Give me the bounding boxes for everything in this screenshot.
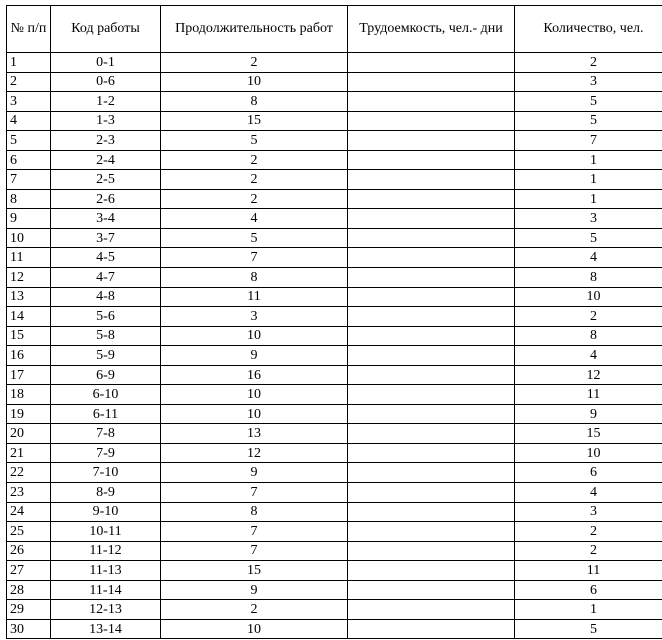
cell-labor [348,424,515,444]
cell-num: 27 [7,561,51,581]
cell-num: 14 [7,307,51,327]
cell-labor [348,287,515,307]
cell-num: 6 [7,150,51,170]
cell-labor [348,268,515,288]
cell-labor [348,522,515,542]
cell-count: 15 [515,424,662,444]
cell-duration: 2 [161,53,348,73]
header-num: № п/п [7,6,51,53]
cell-count: 11 [515,385,662,405]
cell-labor [348,326,515,346]
cell-num: 4 [7,111,51,131]
cell-code: 1-2 [51,92,161,112]
table-row [7,326,662,346]
cell-num: 7 [7,170,51,190]
cell-code: 6-11 [51,404,161,424]
cell-count: 4 [515,346,662,366]
header-code: Код работы [51,6,161,53]
cell-count: 6 [515,463,662,483]
cell-labor [348,404,515,424]
cell-num: 1 [7,53,51,73]
cell-code: 3-4 [51,209,161,229]
cell-labor [348,580,515,600]
cell-count: 10 [515,443,662,463]
cell-labor [348,600,515,620]
cell-duration: 8 [161,502,348,522]
table-row [7,541,662,561]
cell-duration: 16 [161,365,348,385]
table-row [7,619,662,639]
cell-duration: 9 [161,463,348,483]
cell-num: 10 [7,228,51,248]
table-row [7,580,662,600]
cell-count: 8 [515,268,662,288]
table-row [7,111,662,131]
table-row [7,365,662,385]
cell-num: 8 [7,189,51,209]
cell-code: 7-9 [51,443,161,463]
table-row [7,522,662,542]
table-row [7,561,662,581]
table-row [7,268,662,288]
cell-num: 11 [7,248,51,268]
cell-num: 23 [7,483,51,503]
cell-count: 4 [515,483,662,503]
cell-duration: 8 [161,92,348,112]
table-row [7,150,662,170]
table-row [7,424,662,444]
cell-duration: 7 [161,248,348,268]
works-table [6,5,662,639]
table-row [7,228,662,248]
table-row [7,287,662,307]
header-row [7,6,662,53]
cell-duration: 2 [161,189,348,209]
cell-code: 2-3 [51,131,161,151]
cell-count: 5 [515,92,662,112]
cell-count: 11 [515,561,662,581]
cell-duration: 5 [161,228,348,248]
cell-labor [348,189,515,209]
cell-code: 5-8 [51,326,161,346]
cell-duration: 10 [161,72,348,92]
cell-num: 26 [7,541,51,561]
table-row [7,307,662,327]
cell-labor [348,346,515,366]
cell-code: 9-10 [51,502,161,522]
cell-labor [348,209,515,229]
cell-count: 5 [515,619,662,639]
cell-count: 5 [515,228,662,248]
cell-count: 6 [515,580,662,600]
cell-code: 7-10 [51,463,161,483]
cell-code: 10-11 [51,522,161,542]
cell-duration: 5 [161,131,348,151]
table-row [7,600,662,620]
cell-code: 4-8 [51,287,161,307]
header-labor: Трудоемкость, чел.- дни [348,6,515,53]
cell-labor [348,463,515,483]
cell-code: 0-6 [51,72,161,92]
table-row [7,463,662,483]
cell-duration: 7 [161,522,348,542]
table-row [7,502,662,522]
cell-duration: 12 [161,443,348,463]
cell-duration: 9 [161,580,348,600]
cell-count: 1 [515,150,662,170]
cell-count: 12 [515,365,662,385]
table-body [7,53,662,639]
cell-duration: 7 [161,541,348,561]
cell-duration: 10 [161,619,348,639]
cell-labor [348,72,515,92]
cell-code: 11-14 [51,580,161,600]
table-row [7,72,662,92]
cell-duration: 9 [161,346,348,366]
table-row [7,443,662,463]
cell-code: 2-5 [51,170,161,190]
cell-num: 30 [7,619,51,639]
cell-num: 20 [7,424,51,444]
cell-num: 5 [7,131,51,151]
cell-labor [348,619,515,639]
cell-duration: 2 [161,170,348,190]
cell-duration: 2 [161,150,348,170]
cell-num: 15 [7,326,51,346]
cell-labor [348,385,515,405]
cell-code: 4-5 [51,248,161,268]
cell-code: 11-13 [51,561,161,581]
cell-num: 25 [7,522,51,542]
cell-duration: 15 [161,561,348,581]
cell-duration: 13 [161,424,348,444]
table-row [7,189,662,209]
cell-duration: 3 [161,307,348,327]
cell-num: 21 [7,443,51,463]
cell-num: 16 [7,346,51,366]
table-row [7,131,662,151]
cell-duration: 2 [161,600,348,620]
cell-duration: 4 [161,209,348,229]
cell-labor [348,502,515,522]
cell-count: 7 [515,131,662,151]
cell-duration: 10 [161,385,348,405]
table-row [7,92,662,112]
cell-count: 8 [515,326,662,346]
cell-code: 8-9 [51,483,161,503]
cell-count: 9 [515,404,662,424]
cell-code: 2-6 [51,189,161,209]
cell-labor [348,443,515,463]
cell-labor [348,92,515,112]
table-row [7,385,662,405]
table-row [7,53,662,73]
cell-count: 1 [515,170,662,190]
table-row [7,170,662,190]
cell-count: 3 [515,72,662,92]
cell-labor [348,483,515,503]
cell-count: 3 [515,209,662,229]
cell-duration: 10 [161,326,348,346]
cell-count: 2 [515,522,662,542]
cell-count: 3 [515,502,662,522]
cell-count: 10 [515,287,662,307]
cell-code: 13-14 [51,619,161,639]
cell-num: 12 [7,268,51,288]
cell-labor [348,561,515,581]
cell-labor [348,307,515,327]
cell-num: 9 [7,209,51,229]
cell-num: 2 [7,72,51,92]
table-row [7,346,662,366]
cell-labor [348,248,515,268]
cell-duration: 15 [161,111,348,131]
cell-code: 2-4 [51,150,161,170]
cell-labor [348,111,515,131]
cell-code: 5-6 [51,307,161,327]
cell-code: 4-7 [51,268,161,288]
cell-code: 1-3 [51,111,161,131]
cell-code: 3-7 [51,228,161,248]
cell-labor [348,541,515,561]
cell-labor [348,150,515,170]
cell-count: 2 [515,307,662,327]
cell-duration: 8 [161,268,348,288]
cell-code: 7-8 [51,424,161,444]
cell-num: 3 [7,92,51,112]
header-count: Количество, чел. [515,6,662,53]
cell-num: 18 [7,385,51,405]
cell-code: 6-10 [51,385,161,405]
cell-code: 6-9 [51,365,161,385]
cell-count: 2 [515,53,662,73]
cell-code: 0-1 [51,53,161,73]
cell-count: 1 [515,189,662,209]
cell-num: 22 [7,463,51,483]
cell-labor [348,131,515,151]
cell-num: 19 [7,404,51,424]
cell-count: 1 [515,600,662,620]
cell-duration: 10 [161,404,348,424]
cell-labor [348,53,515,73]
cell-labor [348,365,515,385]
cell-num: 24 [7,502,51,522]
cell-code: 11-12 [51,541,161,561]
cell-labor [348,170,515,190]
table-row [7,209,662,229]
cell-num: 13 [7,287,51,307]
cell-num: 28 [7,580,51,600]
cell-duration: 11 [161,287,348,307]
cell-count: 5 [515,111,662,131]
cell-num: 17 [7,365,51,385]
cell-num: 29 [7,600,51,620]
cell-duration: 7 [161,483,348,503]
cell-code: 5-9 [51,346,161,366]
table-row [7,483,662,503]
table-row [7,248,662,268]
table-row [7,404,662,424]
header-duration: Продолжительность работ [161,6,348,53]
cell-count: 4 [515,248,662,268]
cell-count: 2 [515,541,662,561]
cell-code: 12-13 [51,600,161,620]
cell-labor [348,228,515,248]
